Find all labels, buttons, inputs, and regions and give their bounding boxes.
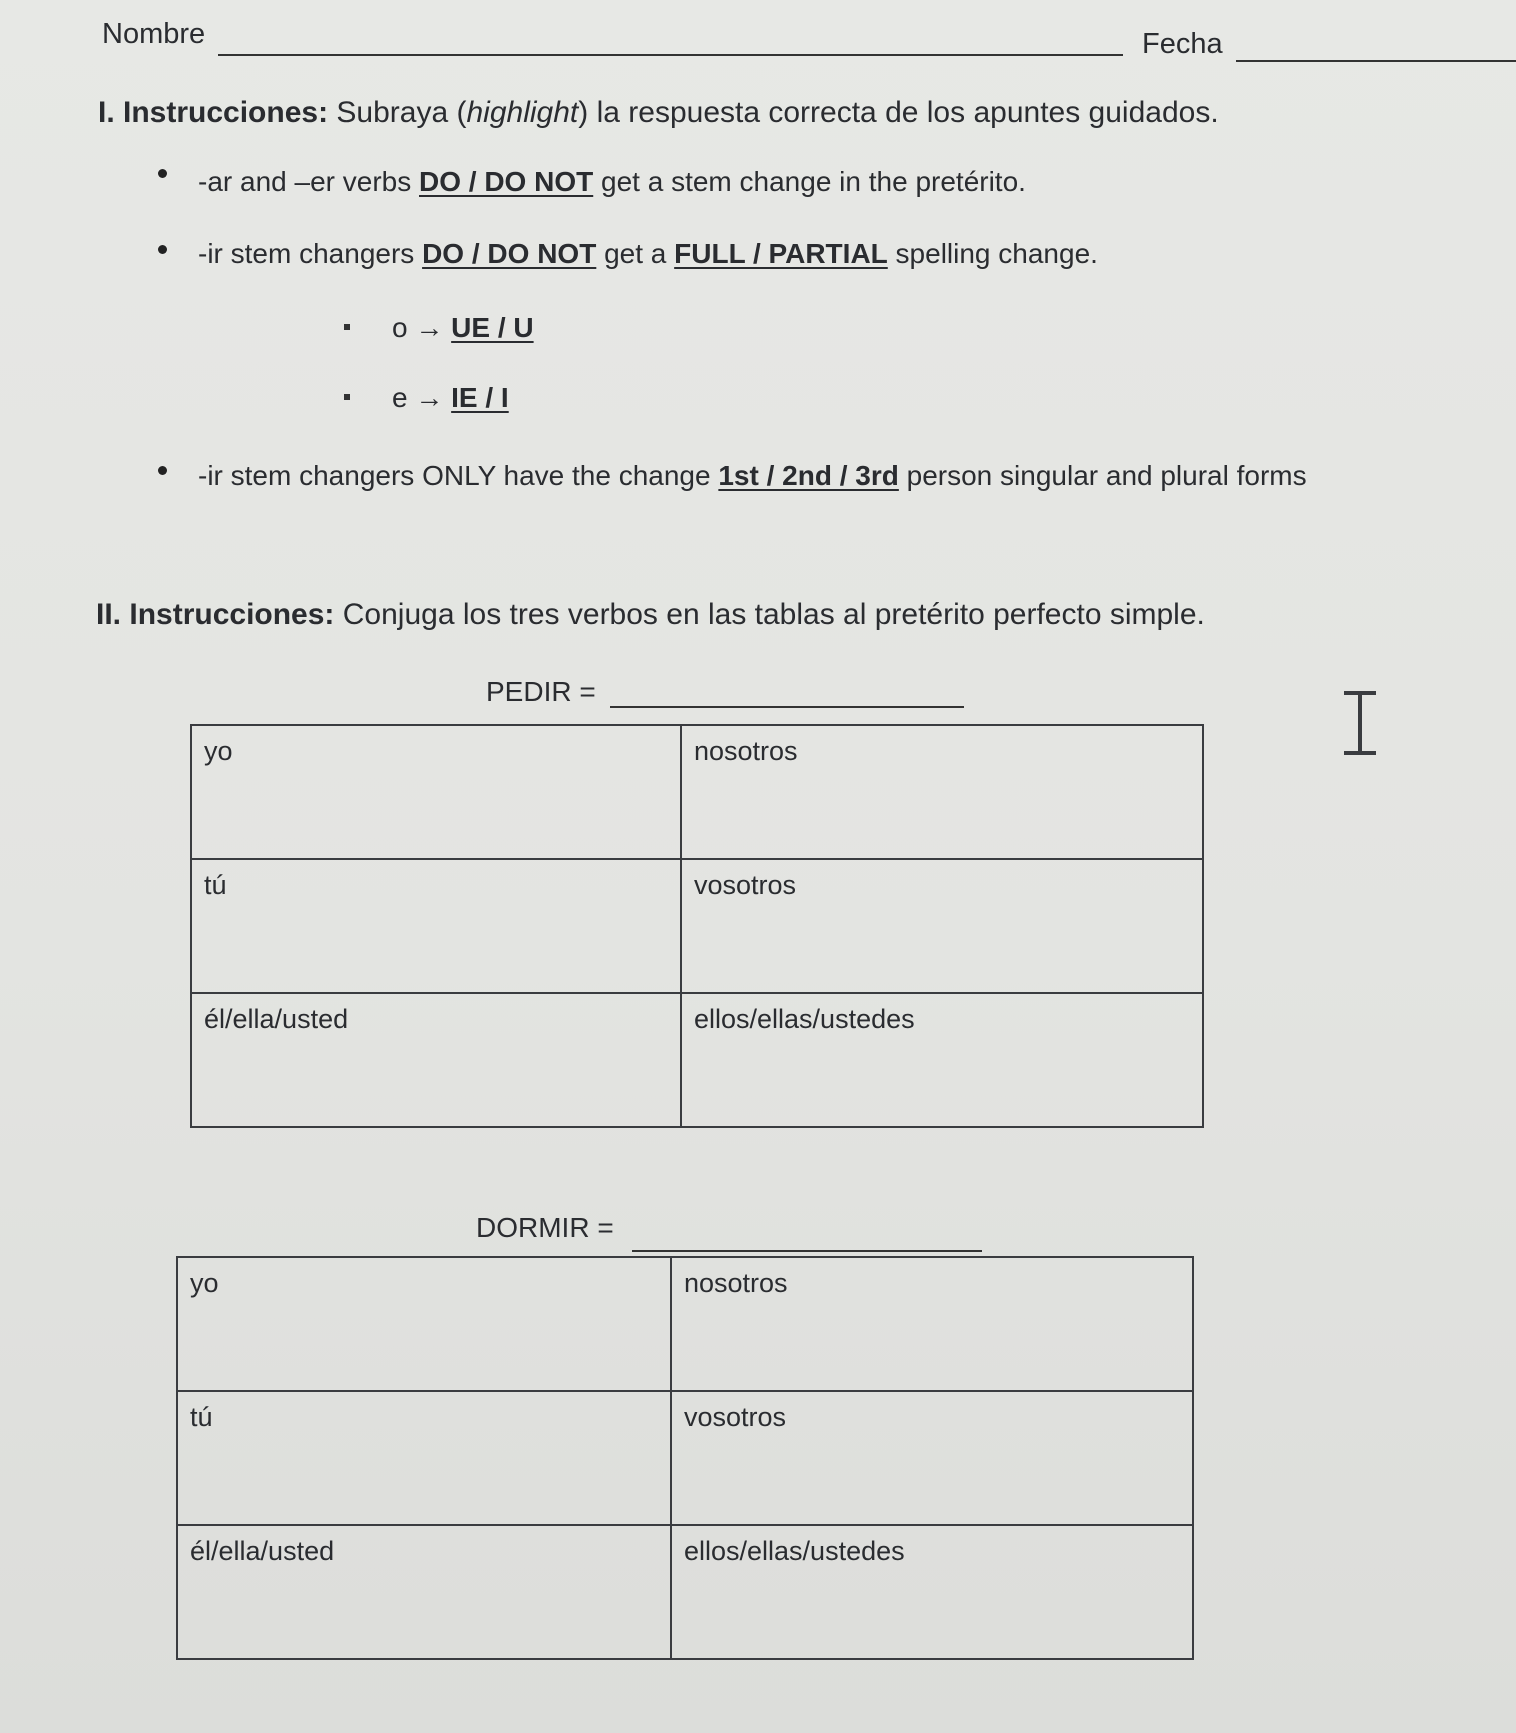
- table-row: [191, 993, 1203, 1127]
- do-do-not-options[interactable]: DO / DO NOT: [422, 238, 597, 269]
- section-1-instructions: I. Instrucciones: Subraya (highlight) la respuesta correcta de los apuntes guidados.: [98, 96, 1219, 129]
- cell-vosotros[interactable]: vosotros: [681, 859, 1203, 993]
- date-label: Fecha: [1142, 28, 1223, 60]
- cell-vosotros[interactable]: vosotros: [671, 1391, 1193, 1525]
- cell-nosotros[interactable]: nosotros: [671, 1257, 1193, 1391]
- table-row: [177, 1257, 1193, 1391]
- do-do-not-options[interactable]: DO / DO NOT: [419, 166, 594, 197]
- bullet-ar-er-verbs: -ar and –er verbs DO / DO NOT get a stem change in the pretérito.: [198, 166, 1026, 197]
- bullet-ir-stem-spelling: -ir stem changers DO / DO NOT get a FULL / PARTIAL spelling change.: [198, 238, 1098, 269]
- table-row: [177, 1391, 1193, 1525]
- pedir-meaning-blank[interactable]: [610, 706, 964, 708]
- text-cursor-icon: [1340, 690, 1380, 756]
- name-blank[interactable]: [218, 54, 1123, 56]
- table-row: [177, 1525, 1193, 1659]
- date-blank[interactable]: [1236, 60, 1516, 62]
- cell-yo[interactable]: yo: [191, 725, 681, 859]
- cell-yo[interactable]: yo: [177, 1257, 671, 1391]
- table-row: [191, 859, 1203, 993]
- cell-ellos-ellas-ustedes[interactable]: ellos/ellas/ustedes: [681, 993, 1203, 1127]
- bullet-dot: [158, 245, 167, 254]
- section-2-instructions: II. Instrucciones: Conjuga los tres verbos en las tablas al pretérito perfecto simple.: [96, 598, 1205, 631]
- verb-title-pedir: PEDIR =: [486, 676, 596, 707]
- cell-nosotros[interactable]: nosotros: [681, 725, 1203, 859]
- cell-el-ella-usted[interactable]: él/ella/usted: [191, 993, 681, 1127]
- sub-bullet-o-change: o → UE / U: [392, 312, 534, 343]
- cell-tu[interactable]: tú: [177, 1391, 671, 1525]
- conjugation-table-dormir: [176, 1256, 1194, 1660]
- sub-bullet-square: [344, 394, 350, 400]
- conjugation-table-pedir: [190, 724, 1204, 1128]
- sub-bullet-e-change: e → IE / I: [392, 382, 509, 413]
- bullet-dot: [158, 466, 167, 475]
- ue-u-options[interactable]: UE / U: [451, 312, 534, 343]
- person-options[interactable]: 1st / 2nd / 3rd: [718, 460, 899, 491]
- full-partial-options[interactable]: FULL / PARTIAL: [674, 238, 888, 269]
- bullet-dot: [158, 169, 167, 178]
- verb-title-dormir: DORMIR =: [476, 1212, 614, 1243]
- cell-tu[interactable]: tú: [191, 859, 681, 993]
- cell-ellos-ellas-ustedes[interactable]: ellos/ellas/ustedes: [671, 1525, 1193, 1659]
- ie-i-options[interactable]: IE / I: [451, 382, 509, 413]
- bullet-ir-stem-person: -ir stem changers ONLY have the change 1st / 2nd / 3rd person singular and plural forms: [198, 460, 1307, 491]
- sub-bullet-square: [344, 324, 350, 330]
- dormir-meaning-blank[interactable]: [632, 1250, 982, 1252]
- table-row: [191, 725, 1203, 859]
- cell-el-ella-usted[interactable]: él/ella/usted: [177, 1525, 671, 1659]
- name-label: Nombre: [102, 18, 206, 50]
